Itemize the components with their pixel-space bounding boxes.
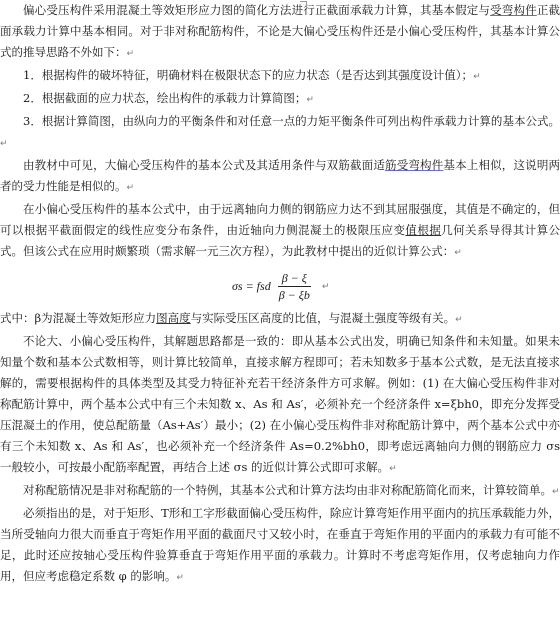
paragraph-10 [0, 503, 560, 589]
formula-lhs: σs = fsd [232, 279, 271, 293]
paragraph-mark-icon: ↵ [321, 281, 330, 292]
paragraph-mark-icon: ↵ [455, 315, 463, 325]
paragraph-7 [0, 308, 560, 331]
underlined-term: 值根据 [405, 223, 442, 237]
paragraph-3-text: 2．根据截面的应力状态，绘出构件的承载力计算简图； [23, 91, 307, 105]
paragraph-8-text: 不论大、小偏心受压构件，其解题思路都是一致的：即从基本公式出发，明确已知条件和未知量。如果未知量个数和基本公式数相等，则计算比较简单，直接求解方程即可；若未知数多于基本公式数，是无法直接求解的，需要根据构件的具体类型及其受力特征补充若干经济条件方可求解。例如：(1) 在大偏心受压构件非对称配筋计算中，两个基本公式中有三个未知数 x、As 和 As′，必须补充一个经济条件 x=ξbh0，即充分发挥受压混凝土的作用，使总配筋量（As+As′）最小；(2) 在小偏心受压构件非对称配筋计算中，两个基本公式中亦有三个未知数 x、As 和 As′，也必须补充一个经济条件 As=0.2%bh0，即考虑远离轴向力侧的钢筋应力 σs 一般较小，可按最小配筋率配置，再结合上述 σs 的近似计算公式即可求解。 [0, 334, 560, 474]
paragraph-5-text: 由教材中可见，大偏心受压构件的基本公式及其适用条件与双筋截面适 [23, 158, 386, 172]
paragraph-mark-icon: ↵ [126, 183, 135, 193]
paragraph-8 [0, 331, 560, 480]
formula-denominator: β − ξb [278, 288, 310, 302]
paragraph-6-text-rest: 几何关系导得其计算公式。但该公式在应用时颇繁琐（需求解一元三次方程），为此教材中提出的近似计算公式： [0, 223, 560, 258]
paragraph-mark-icon: ↵ [454, 248, 462, 258]
paragraph-1-text: 偏心受压构件采用混凝土等效矩形应力图的简化方法进行正截面承载力计算，其基本假定与 [23, 3, 491, 17]
paragraph-6-text: 在小偏心受压构件的基本公式中，由于远离轴向力侧的钢筋应力达不到其屈服强度，其值是不确定的，但可以根据平截面假定的线性应变分布条件，由近轴向力侧混凝土的极限压应变 [0, 202, 560, 237]
paragraph-9 [0, 480, 560, 503]
paragraph-4-text: 3．根据计算简图，由纵向力的平衡条件和对任意一点的力矩平衡条件可列出构件承载力计算的基本公式。 [23, 114, 560, 128]
paragraph-6 [0, 199, 560, 264]
underlined-term: 筋受弯构件 [385, 158, 444, 172]
formula [0, 264, 560, 308]
underlined-term: 图高度 [156, 311, 191, 325]
paragraph-mark-icon: ↵ [389, 464, 397, 474]
paragraph-5 [0, 155, 560, 199]
paragraph-mark-icon: ↵ [473, 72, 481, 82]
formula-numerator: β − ξ [278, 270, 311, 287]
paragraph-7-text: 式中：β为混凝土等效矩形应力 [0, 311, 157, 325]
paragraph-7-text-rest: 与实际受压区高度的比值，与混凝土强度等级有关。 [190, 311, 456, 325]
paragraph-1-text-rest: 正截面承载力计算中基本相同。对于非对称配筋构件，不论是大偏心受压构件还是小偏心受压构件，其基本计算公式的推导思路不外如下： [0, 3, 560, 59]
paragraph-5-text-rest: 基本上相似，这说明两者的受力性能是相似的。 [0, 158, 560, 193]
paragraph-2 [0, 65, 560, 88]
paragraph-3 [0, 88, 560, 111]
paragraph-mark-icon: ↵ [0, 139, 8, 149]
paragraph-mark-icon: ↵ [552, 487, 560, 497]
paragraph-mark-icon: ↵ [176, 573, 184, 583]
paragraph-mark-icon: ↵ [306, 95, 314, 105]
paragraph-9-text: 对称配筋情况是非对称配筋的一个特例，其基本公式和计算方法均由非对称配筋简化而来，计算较简单。 [23, 483, 552, 497]
paragraph-1 [0, 0, 560, 65]
paragraph-4 [0, 111, 560, 155]
underlined-term: 受弯构件 [490, 3, 537, 17]
page-corner-mark [300, 1, 307, 8]
paragraph-10-text: 必须指出的是，对于矩形、T形和工字形截面偏心受压构件，除应计算弯矩作用平面内的抗压承载能力外，当所受轴向力很大而垂直于弯矩作用平面的截面尺寸又较小时，在垂直于弯矩作用的平面内的承载力有可能不足，此时还应按轴心受压构件验算垂直于弯矩作用平面的承载力。计算时不考虑弯矩作用，仅考虑轴向力作用，但应考虑稳定系数 φ 的影响。 [0, 506, 560, 583]
paragraph-2-text: 1．根据构件的破坏特征，明确材料在极限状态下的应力状态（是否达到其强度设计值）； [23, 68, 474, 82]
formula-fraction [275, 270, 314, 303]
paragraph-mark-icon: ↵ [126, 49, 135, 59]
